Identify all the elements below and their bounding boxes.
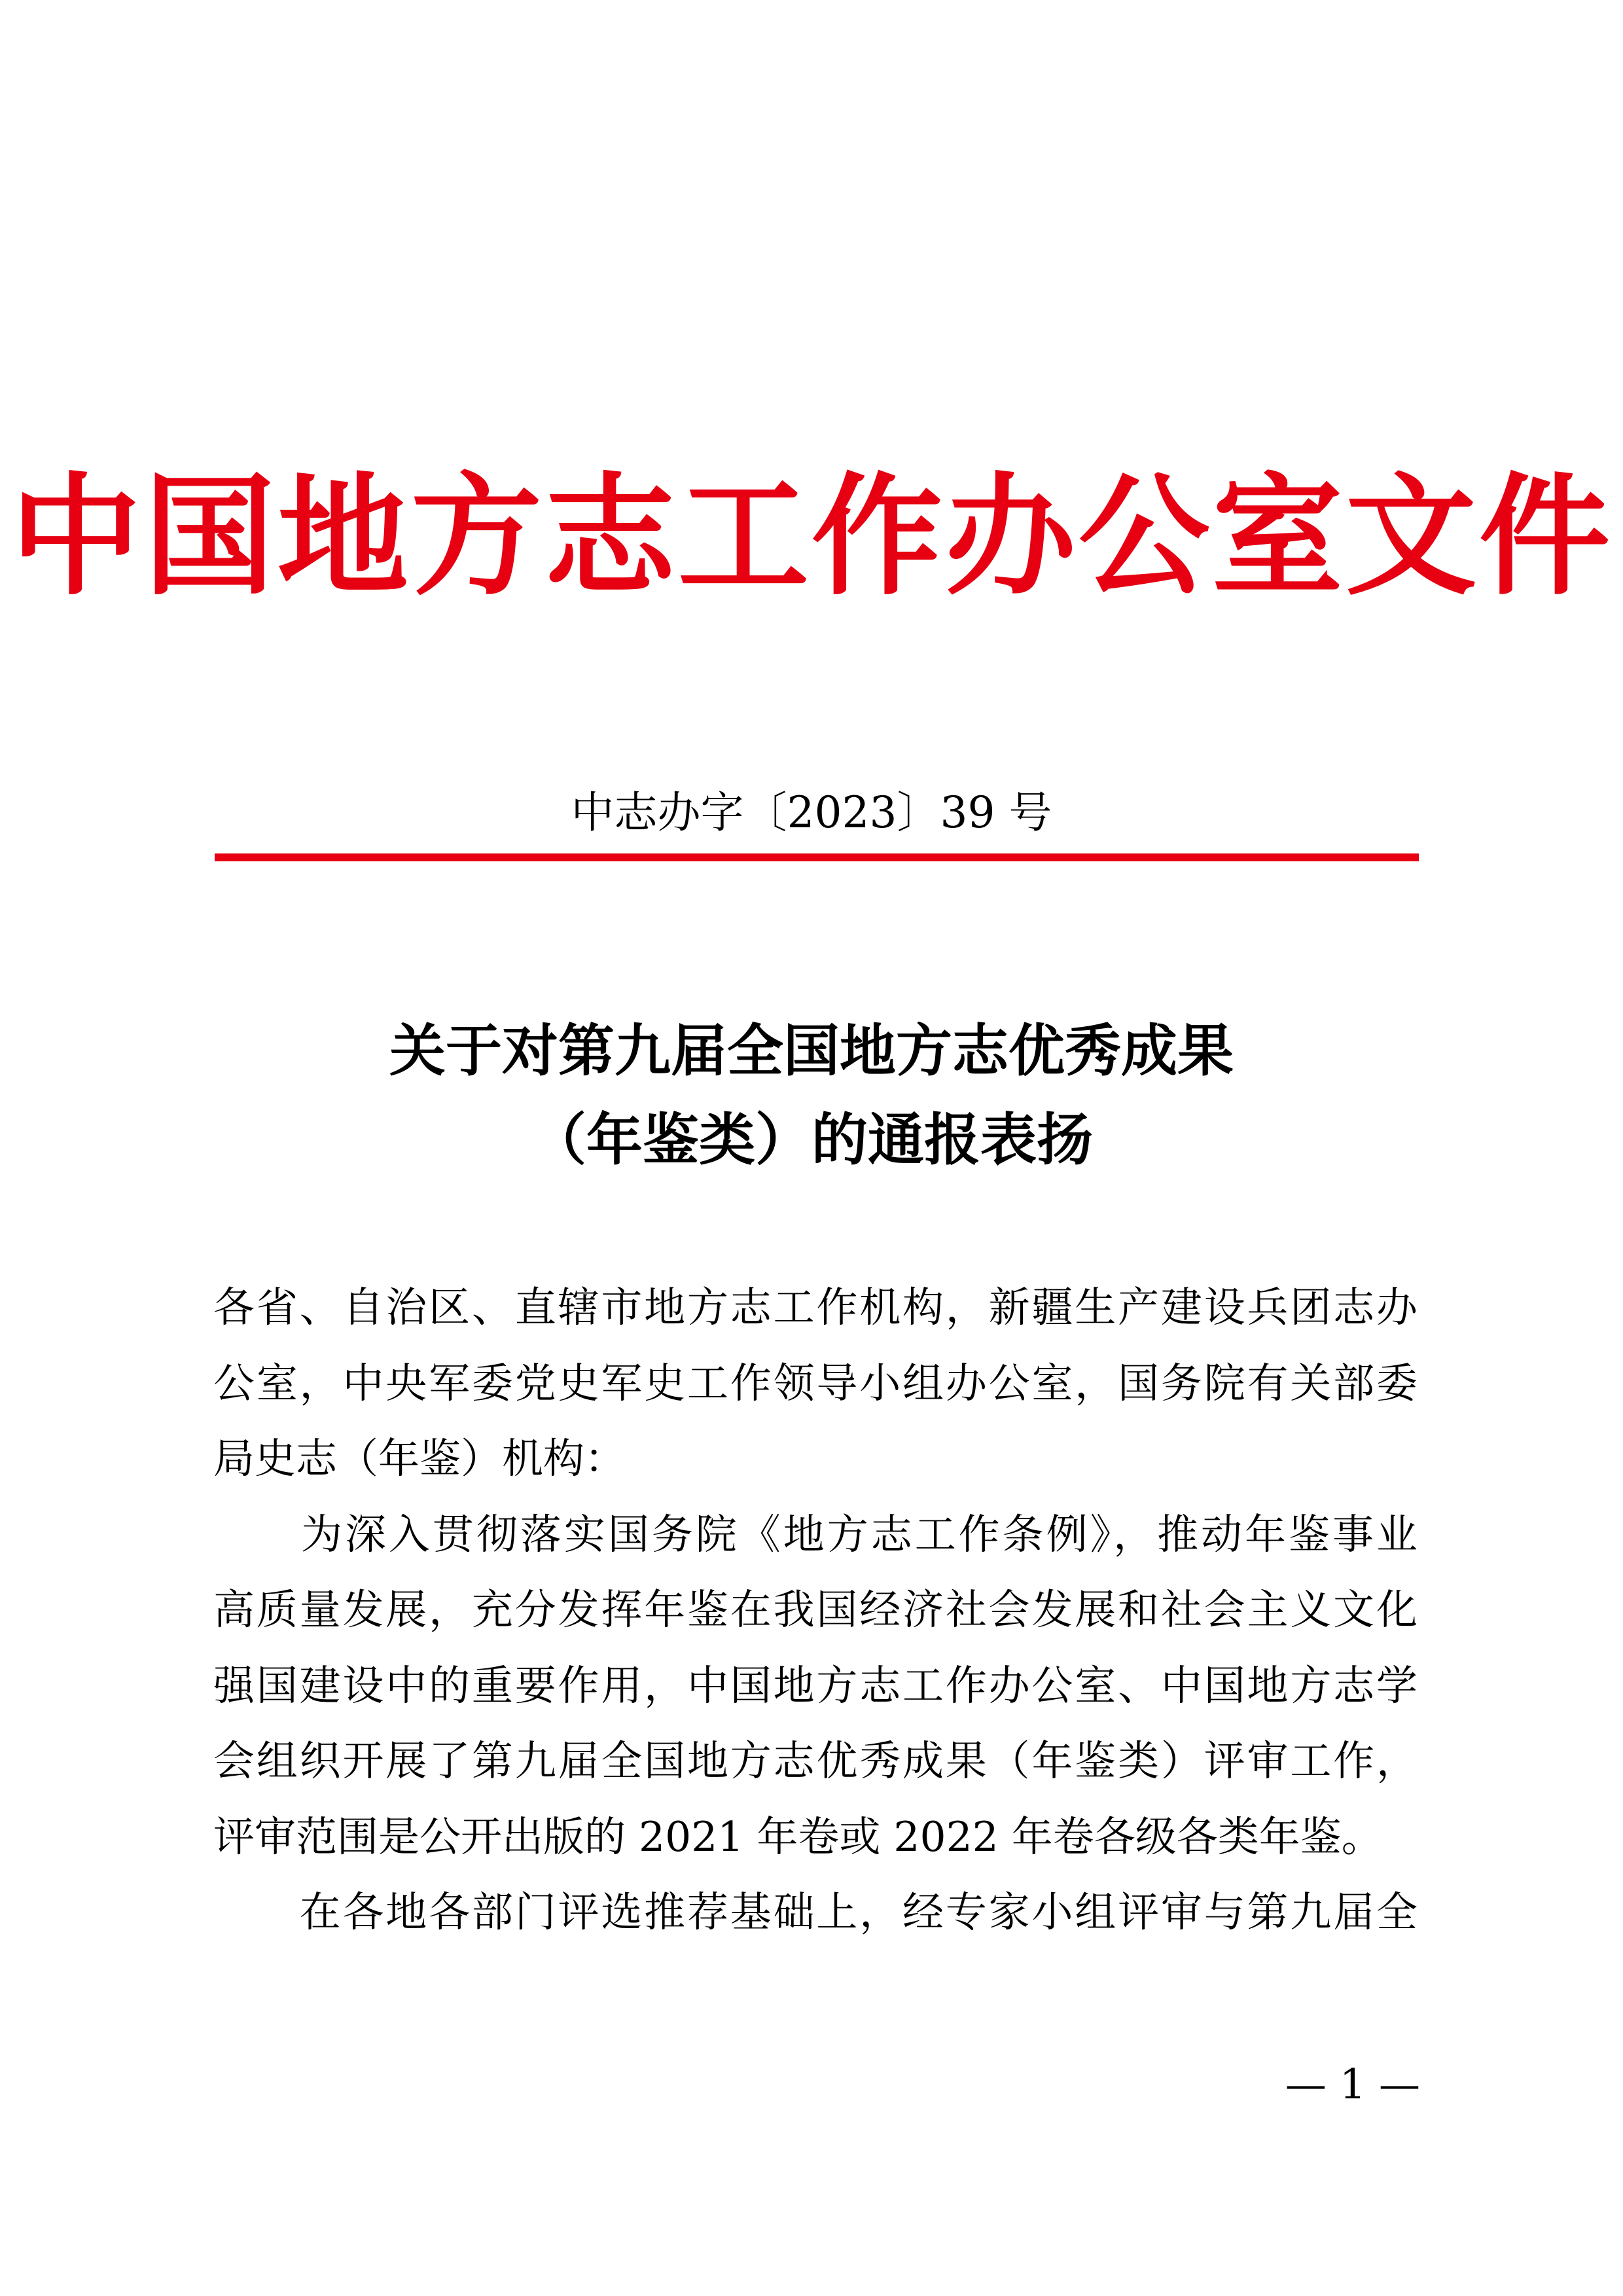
red-separator-line xyxy=(215,853,1419,861)
masthead-title: 中国地方志工作办公室文件 xyxy=(10,459,1613,613)
body-line: 评审范围是公开出版的 2021 年卷或 2022 年卷各级各类年鉴。 xyxy=(213,1812,1383,1861)
body-line: 高质量发展，充分发挥年鉴在我国经济社会发展和社会主义文化 xyxy=(213,1586,1418,1634)
body-line: 各省、自治区、直辖市地方志工作机构，新疆生产建设兵团志办 xyxy=(213,1283,1418,1331)
body-line: 在各地各部门评选推荐基础上，经专家小组评审与第九届全 xyxy=(213,1888,1418,1936)
body-line: 会组织开展了第九届全国地方志优秀成果（年鉴类）评审工作， xyxy=(213,1737,1418,1785)
body-text xyxy=(213,1270,1418,1950)
body-line: 局史志（年鉴）机构： xyxy=(213,1435,626,1482)
title-line: 关于对第九届全国地方志优秀成果 xyxy=(389,1018,1234,1084)
body-line: 为深入贯彻落实国务院《地方志工作条例》，推动年鉴事业 xyxy=(213,1510,1418,1558)
body-line: 公室，中央军委党史军史工作领导小组办公室，国务院有关部委 xyxy=(213,1359,1418,1407)
notice-title xyxy=(0,1007,1623,1185)
title-line: （年鉴类）的通报表扬 xyxy=(530,1107,1093,1173)
body-line: 强国建设中的重要作用，中国地方志工作办公室、中国地方志学 xyxy=(213,1661,1418,1710)
document-number: 中志办字〔2023〕39 号 xyxy=(571,787,1052,838)
page-number: — 1 — xyxy=(1285,2060,1420,2108)
